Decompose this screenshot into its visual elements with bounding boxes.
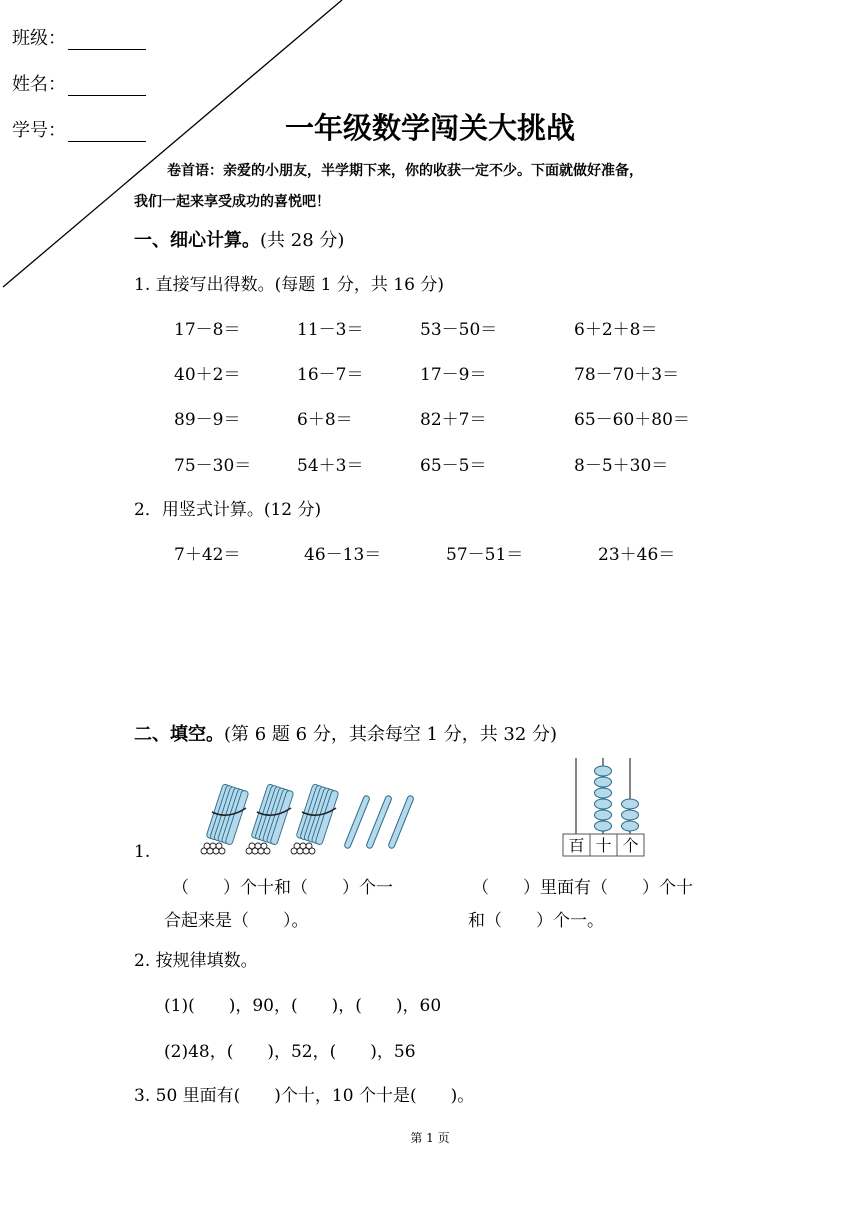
- s2-q2-prompt: 2. 按规律填数。: [134, 951, 258, 971]
- s2-q1-right-line2: 和（ ）个一。: [468, 911, 604, 931]
- tens-bead: [595, 799, 612, 809]
- preface-line-2: 我们一起来享受成功的喜悦吧！: [134, 194, 330, 210]
- equation-r4-c4: 8－5＋30＝: [574, 456, 669, 476]
- ones-bead: [622, 799, 639, 809]
- s2-q1-number: 1.: [134, 842, 151, 862]
- s2-q1-right-line1: （ ）里面有（ ）个十: [472, 878, 693, 898]
- s2-q3-text: 3. 50 里面有( )个十，10 个十是( )。: [134, 1086, 475, 1106]
- equation-r4-c1: 75－30＝: [174, 456, 252, 476]
- s2-q2-line1: (1)( )，90，( )，( )，60: [164, 996, 442, 1016]
- equation-r3-c3: 82＋7＝: [420, 410, 487, 430]
- section2-note: (第 6 题 6 分，其余每空 1 分，共 32 分): [224, 724, 558, 745]
- preface-line-1: 卷首语：亲爱的小朋友，半学期下来，你的收获一定不少。下面就做好准备，: [167, 163, 643, 179]
- ones-bead: [622, 810, 639, 820]
- equation-r1-c2: 11－3＝: [297, 320, 364, 340]
- equation-r1-c3: 53－50＝: [420, 320, 498, 340]
- abacus-label-ones: 个: [622, 836, 639, 855]
- tens-bead: [595, 810, 612, 820]
- equation-r2-c3: 17－9＝: [420, 365, 487, 385]
- vertical-calc-1: 7＋42＝: [174, 545, 241, 565]
- abacus-label-tens: 十: [595, 836, 612, 855]
- vertical-calc-4: 23＋46＝: [598, 545, 676, 565]
- s2-q1-left-line1: （ ）个十和（ ）个一: [172, 878, 393, 898]
- abacus-label-hundreds: 百: [568, 836, 585, 855]
- vertical-calc-2: 46－13＝: [304, 545, 382, 565]
- equation-r1-c4: 6＋2＋8＝: [574, 320, 658, 340]
- equation-r2-c1: 40＋2＝: [174, 365, 241, 385]
- s2-q1-left-line2: 合起来是（ ）。: [164, 911, 309, 931]
- class-label: 班级：: [12, 28, 66, 49]
- tens-bead: [595, 788, 612, 798]
- page-title: 一年级数学闯关大挑战: [284, 111, 575, 145]
- section1-note: (共 28 分): [260, 230, 345, 251]
- s2-q2-line2: (2)48，( )，52，( )，56: [164, 1042, 416, 1062]
- section1-title: 一、细心计算。: [134, 230, 260, 251]
- number-label: 学号：: [12, 120, 66, 141]
- tens-bead: [595, 821, 612, 831]
- equation-r2-c4: 78－70＋3＝: [574, 365, 680, 385]
- q2-prompt: 2．用竖式计算。(12 分): [134, 500, 322, 520]
- equation-r3-c2: 6＋8＝: [297, 410, 353, 430]
- equation-r3-c4: 65－60＋80＝: [574, 410, 690, 430]
- vertical-calc-3: 57－51＝: [446, 545, 524, 565]
- q1-prompt: 1. 直接写出得数。(每题 1 分，共 16 分): [134, 275, 444, 295]
- name-label: 姓名：: [12, 74, 66, 95]
- equation-r4-c3: 65－5＝: [420, 456, 487, 476]
- equation-r1-c1: 17－8＝: [174, 320, 241, 340]
- equation-r4-c2: 54＋3＝: [297, 456, 364, 476]
- equation-r3-c1: 89－9＝: [174, 410, 241, 430]
- section2-title: 二、填空。: [134, 724, 224, 745]
- equation-r2-c2: 16－7＝: [297, 365, 364, 385]
- page-footer: 第 1 页: [410, 1131, 450, 1145]
- ones-bead: [622, 821, 639, 831]
- tens-bead: [595, 766, 612, 776]
- tens-bead: [595, 777, 612, 787]
